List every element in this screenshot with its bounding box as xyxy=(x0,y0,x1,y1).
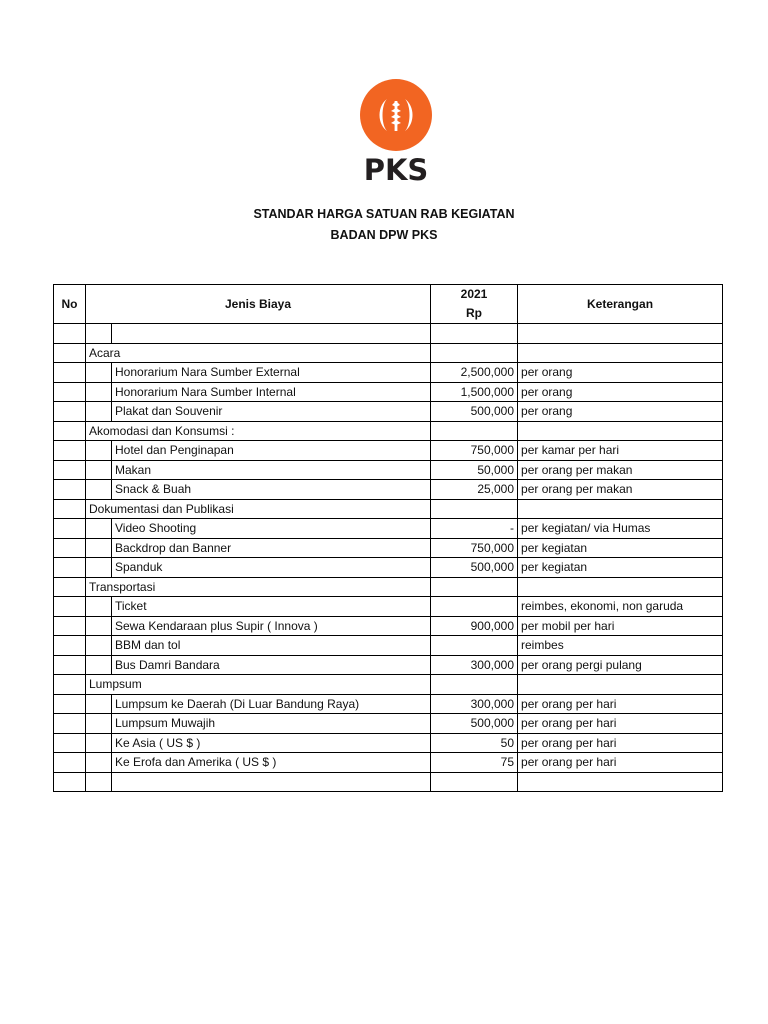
item-amount: 750,000 xyxy=(431,538,518,558)
row-no-cell xyxy=(54,597,86,617)
indent-cell xyxy=(86,460,112,480)
item-note: per mobil per hari xyxy=(518,616,723,636)
item-note: per orang xyxy=(518,382,723,402)
amount-cell xyxy=(431,421,518,441)
item-amount: 50 xyxy=(431,733,518,753)
item-amount xyxy=(431,636,518,656)
section-label: Dokumentasi dan Publikasi xyxy=(86,499,431,519)
indent-cell xyxy=(86,597,112,617)
item-amount: 750,000 xyxy=(431,441,518,461)
header-keterangan: Keterangan xyxy=(518,285,723,324)
item-note: per orang per makan xyxy=(518,460,723,480)
item-label: Honorarium Nara Sumber External xyxy=(112,363,431,383)
table-row xyxy=(54,538,723,558)
item-label: Backdrop dan Banner xyxy=(112,538,431,558)
item-amount: 900,000 xyxy=(431,616,518,636)
document-title: STANDAR HARGA SATUAN RAB KEGIATAN xyxy=(253,207,515,221)
row-no-cell xyxy=(54,538,86,558)
item-label: Lumpsum Muwajih xyxy=(112,714,431,734)
item-amount: 500,000 xyxy=(431,402,518,422)
item-note: per orang xyxy=(518,402,723,422)
section-row xyxy=(54,343,723,363)
table-row xyxy=(54,402,723,422)
table-row xyxy=(54,363,723,383)
indent-cell xyxy=(86,363,112,383)
item-note: per orang per makan xyxy=(518,480,723,500)
header-currency: Rp xyxy=(466,306,483,320)
logo-text: PKS xyxy=(363,153,429,187)
indent-cell xyxy=(86,636,112,656)
header-no: No xyxy=(54,285,86,324)
item-label: Ticket xyxy=(112,597,431,617)
header-year-label: 2021 xyxy=(460,287,488,301)
row-no-cell xyxy=(54,402,86,422)
row-no-cell xyxy=(54,616,86,636)
item-amount: 300,000 xyxy=(431,655,518,675)
indent-cell xyxy=(86,538,112,558)
note-cell xyxy=(518,772,723,792)
blank-row xyxy=(54,324,723,344)
table-row xyxy=(54,753,723,773)
item-label: Video Shooting xyxy=(112,519,431,539)
amount-cell xyxy=(431,772,518,792)
section-label: Lumpsum xyxy=(86,675,431,695)
item-note: per kegiatan/ via Humas xyxy=(518,519,723,539)
indent-cell xyxy=(86,382,112,402)
item-amount xyxy=(431,597,518,617)
item-note: per orang pergi pulang xyxy=(518,655,723,675)
item-label: Lumpsum ke Daerah (Di Luar Bandung Raya) xyxy=(112,694,431,714)
indent-cell xyxy=(86,441,112,461)
indent-cell xyxy=(86,753,112,773)
row-no-cell xyxy=(54,753,86,773)
item-amount: 300,000 xyxy=(431,694,518,714)
item-label: Sewa Kendaraan plus Supir ( Innova ) xyxy=(112,616,431,636)
item-note: per orang per hari xyxy=(518,714,723,734)
cost-table xyxy=(53,284,723,792)
indent-cell xyxy=(86,694,112,714)
item-label: Bus Damri Bandara xyxy=(112,655,431,675)
row-no-cell xyxy=(54,382,86,402)
table-row xyxy=(54,655,723,675)
item-label: Plakat dan Souvenir xyxy=(112,402,431,422)
table-row xyxy=(54,597,723,617)
item-note: reimbes, ekonomi, non garuda xyxy=(518,597,723,617)
amount-cell xyxy=(431,343,518,363)
table-row xyxy=(54,733,723,753)
item-note: reimbes xyxy=(518,636,723,656)
table-row xyxy=(54,714,723,734)
table-row xyxy=(54,382,723,402)
table-row xyxy=(54,441,723,461)
amount-cell xyxy=(431,324,518,344)
item-amount: 50,000 xyxy=(431,460,518,480)
section-label: Transportasi xyxy=(86,577,431,597)
table-row xyxy=(54,636,723,656)
row-no-cell xyxy=(54,480,86,500)
indent-cell xyxy=(86,324,112,344)
row-no-cell xyxy=(54,714,86,734)
row-no-cell xyxy=(54,343,86,363)
indent-cell xyxy=(86,655,112,675)
document-subtitle: BADAN DPW PKS xyxy=(330,228,438,242)
indent-cell xyxy=(86,480,112,500)
item-note: per orang per hari xyxy=(518,733,723,753)
section-row xyxy=(54,421,723,441)
table-row xyxy=(54,558,723,578)
item-amount: 500,000 xyxy=(431,558,518,578)
indent-cell xyxy=(86,772,112,792)
item-label: Ke Erofa dan Amerika ( US $ ) xyxy=(112,753,431,773)
indent-cell xyxy=(86,402,112,422)
item-amount: - xyxy=(431,519,518,539)
item-amount: 75 xyxy=(431,753,518,773)
note-cell xyxy=(518,324,723,344)
item-label: Spanduk xyxy=(112,558,431,578)
item-note: per orang per hari xyxy=(518,753,723,773)
section-row xyxy=(54,675,723,695)
header-jenis-biaya: Jenis Biaya xyxy=(86,285,431,324)
item-label: BBM dan tol xyxy=(112,636,431,656)
row-no-cell xyxy=(54,733,86,753)
row-no-cell xyxy=(54,577,86,597)
row-no-cell xyxy=(54,558,86,578)
section-row xyxy=(54,499,723,519)
item-amount: 2,500,000 xyxy=(431,363,518,383)
item-note: per kegiatan xyxy=(518,538,723,558)
item-label xyxy=(112,324,431,344)
indent-cell xyxy=(86,714,112,734)
row-no-cell xyxy=(54,675,86,695)
item-label: Honorarium Nara Sumber Internal xyxy=(112,382,431,402)
table-row xyxy=(54,460,723,480)
row-no-cell xyxy=(54,772,86,792)
note-cell xyxy=(518,421,723,441)
indent-cell xyxy=(86,558,112,578)
row-no-cell xyxy=(54,694,86,714)
table-row xyxy=(54,694,723,714)
item-note: per kamar per hari xyxy=(518,441,723,461)
item-note: per orang xyxy=(518,363,723,383)
row-no-cell xyxy=(54,441,86,461)
item-amount: 500,000 xyxy=(431,714,518,734)
item-note: per orang per hari xyxy=(518,694,723,714)
item-label: Snack & Buah xyxy=(112,480,431,500)
table-row xyxy=(54,480,723,500)
row-no-cell xyxy=(54,519,86,539)
row-no-cell xyxy=(54,636,86,656)
indent-cell xyxy=(86,519,112,539)
row-no-cell xyxy=(54,421,86,441)
item-label: Hotel dan Penginapan xyxy=(112,441,431,461)
amount-cell xyxy=(431,675,518,695)
note-cell xyxy=(518,499,723,519)
amount-cell xyxy=(431,577,518,597)
table-row xyxy=(54,519,723,539)
item-label xyxy=(112,772,431,792)
note-cell xyxy=(518,675,723,695)
item-label: Makan xyxy=(112,460,431,480)
amount-cell xyxy=(431,499,518,519)
header-year xyxy=(431,285,518,324)
row-no-cell xyxy=(54,499,86,519)
section-label: Akomodasi dan Konsumsi : xyxy=(86,421,431,441)
note-cell xyxy=(518,343,723,363)
item-label: Ke Asia ( US $ ) xyxy=(112,733,431,753)
indent-cell xyxy=(86,616,112,636)
pks-logo xyxy=(358,79,434,191)
section-row xyxy=(54,577,723,597)
item-amount: 1,500,000 xyxy=(431,382,518,402)
table-row xyxy=(54,616,723,636)
pks-crescent-emblem-icon xyxy=(360,79,432,151)
row-no-cell xyxy=(54,655,86,675)
section-label: Acara xyxy=(86,343,431,363)
indent-cell xyxy=(86,733,112,753)
table-header-row xyxy=(54,285,723,324)
row-no-cell xyxy=(54,460,86,480)
row-no-cell xyxy=(54,363,86,383)
item-amount: 25,000 xyxy=(431,480,518,500)
blank-row xyxy=(54,772,723,792)
note-cell xyxy=(518,577,723,597)
row-no-cell xyxy=(54,324,86,344)
item-note: per kegiatan xyxy=(518,558,723,578)
